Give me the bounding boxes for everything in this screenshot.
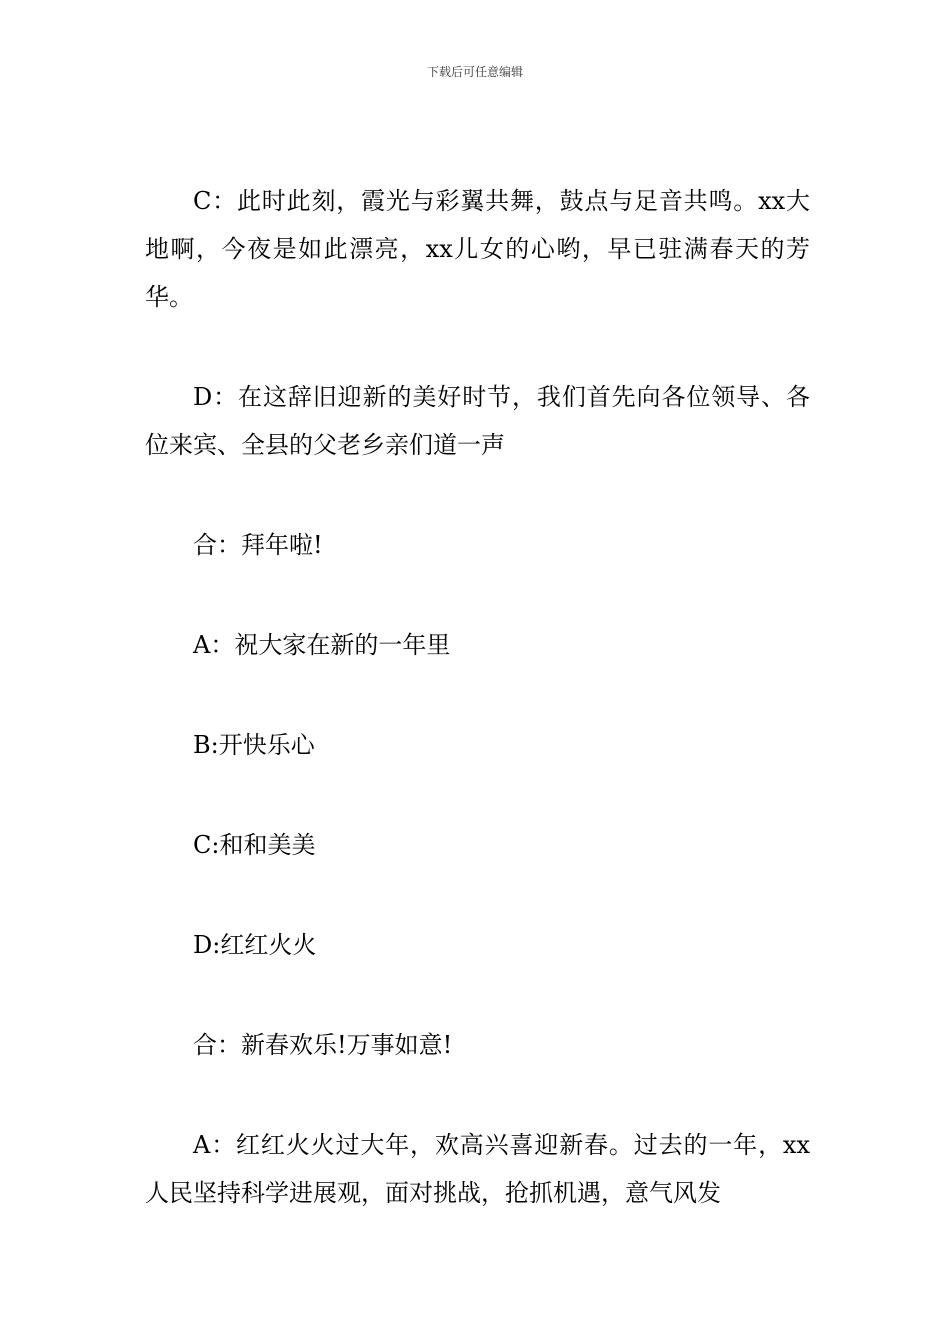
paragraph-c-opening: C：此时此刻，霞光与彩翼共舞，鼓点与足音共鸣。xx大地啊，今夜是如此漂亮，xx儿女的心哟，早已驻满春天的芳华。 bbox=[145, 187, 810, 311]
paragraph-c-harmony: C:和和美美 bbox=[193, 831, 316, 859]
paragraph-b-happy: B:开快乐心 bbox=[193, 731, 315, 759]
document-body bbox=[145, 177, 810, 1217]
paragraph-a-review: A：红红火火过大年，欢高兴喜迎新春。过去的一年，xx人民坚持科学进展观，面对挑战，抢抓机遇，意气风发 bbox=[145, 1131, 810, 1207]
paragraph-all-newyear: 合：新春欢乐!万事如意! bbox=[193, 1031, 453, 1059]
paragraph-all-bainian: 合：拜年啦! bbox=[193, 531, 323, 559]
paragraph-d-greeting: D：在这辞旧迎新的美好时节，我们首先向各位领导、各位来宾、全县的父老乡亲们道一声 bbox=[145, 383, 810, 459]
page-header: 下载后可任意编辑 bbox=[426, 65, 523, 79]
paragraph-a-wish: A：祝大家在新的一年里 bbox=[193, 631, 451, 659]
paragraph-d-prosperity: D:红红火火 bbox=[193, 931, 317, 959]
